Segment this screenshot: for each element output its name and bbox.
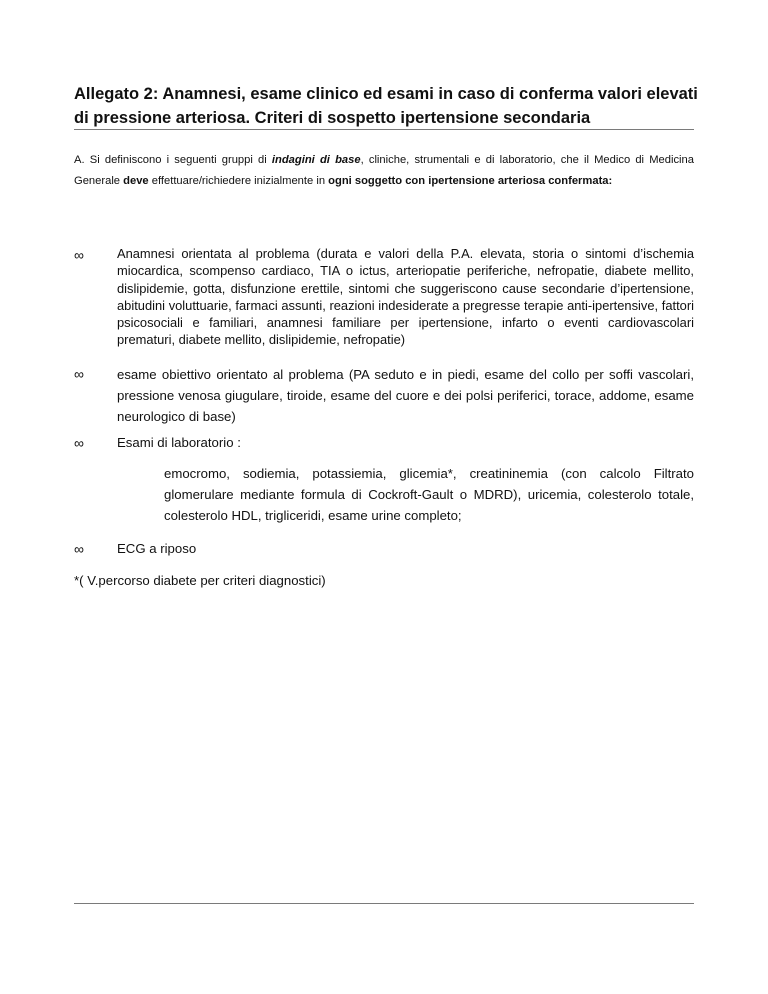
intro-emphasis-deve: deve <box>123 175 149 187</box>
intro-emphasis-soggetto: ogni soggetto con ipertensione arteriosa confermata: <box>328 175 613 187</box>
footer-divider <box>74 903 694 904</box>
intro-emphasis-indagini: indagini di base <box>271 154 361 166</box>
bullet-icon: ∞ <box>74 435 84 451</box>
list-item-ecg <box>74 539 694 559</box>
list-item-text: Esami di laboratorio : <box>117 435 241 450</box>
intro-paragraph <box>74 150 694 192</box>
lab-exams-detail: emocromo, sodiemia, potassiemia, glicemia*, creatininemia (con calcolo Filtrato glomerulare mediante formula di Cockroft-Gault o MDRD), uricemia, colesterolo totale, colesterolo HDL, trigliceridi, esame urine completo; <box>164 466 694 523</box>
bullet-icon: ∞ <box>74 541 84 557</box>
list-item-text: Anamnesi orientata al problema (durata e valori della P.A. elevata, storia o sintomi d’ischemia miocardica, scompenso cardiaco, TIA o ictus, arteriopatie periferiche, nefropatie, diabete mellito, dislipidemie, gotta, disfunzione erettile, sintomi che suggeriscono cause secondarie d’ipertensione, abitudini voluttuarie, farmaci assunti, reazioni indesiderate a pregresse terapie anti-ipertensive, fattori psicosociali e familiari, anamnesi familiare per ipertensione, infarto o eventi cardiovascolari prematuri, diabete mellito, dislipidemie, nefropatie) <box>117 246 694 348</box>
list-item-esame-obiettivo <box>74 364 694 427</box>
intro-text-1: A. Si definiscono i seguenti gruppi di <box>74 154 272 166</box>
intro-text-3: effettuare/richiedere inizialmente in <box>148 175 329 187</box>
title-divider <box>74 129 694 130</box>
footnote: *( V.percorso diabete per criteri diagnostici) <box>74 573 326 588</box>
intro-text-2: , cliniche, strumentali e di laboratorio, che il Medico di Medicina Generale <box>74 154 694 187</box>
list-item-text: esame obiettivo orientato al problema (PA seduto e in piedi, esame del collo per soffi vascolari, pressione venosa giugulare, tiroide, esame del cuore e dei polsi periferici, torace, addome, esame neurologico di base) <box>117 367 694 424</box>
document-title: Allegato 2: Anamnesi, esame clinico ed esami in caso di conferma valori elevati di pressione arteriosa. Criteri di sospetto ipertensione secondaria <box>74 85 698 127</box>
bullet-icon: ∞ <box>74 366 84 382</box>
list-item-esami-laboratorio <box>74 433 694 453</box>
list-item-anamnesi <box>74 245 694 349</box>
list-item-text: ECG a riposo <box>117 541 197 556</box>
bullet-icon: ∞ <box>74 247 84 263</box>
